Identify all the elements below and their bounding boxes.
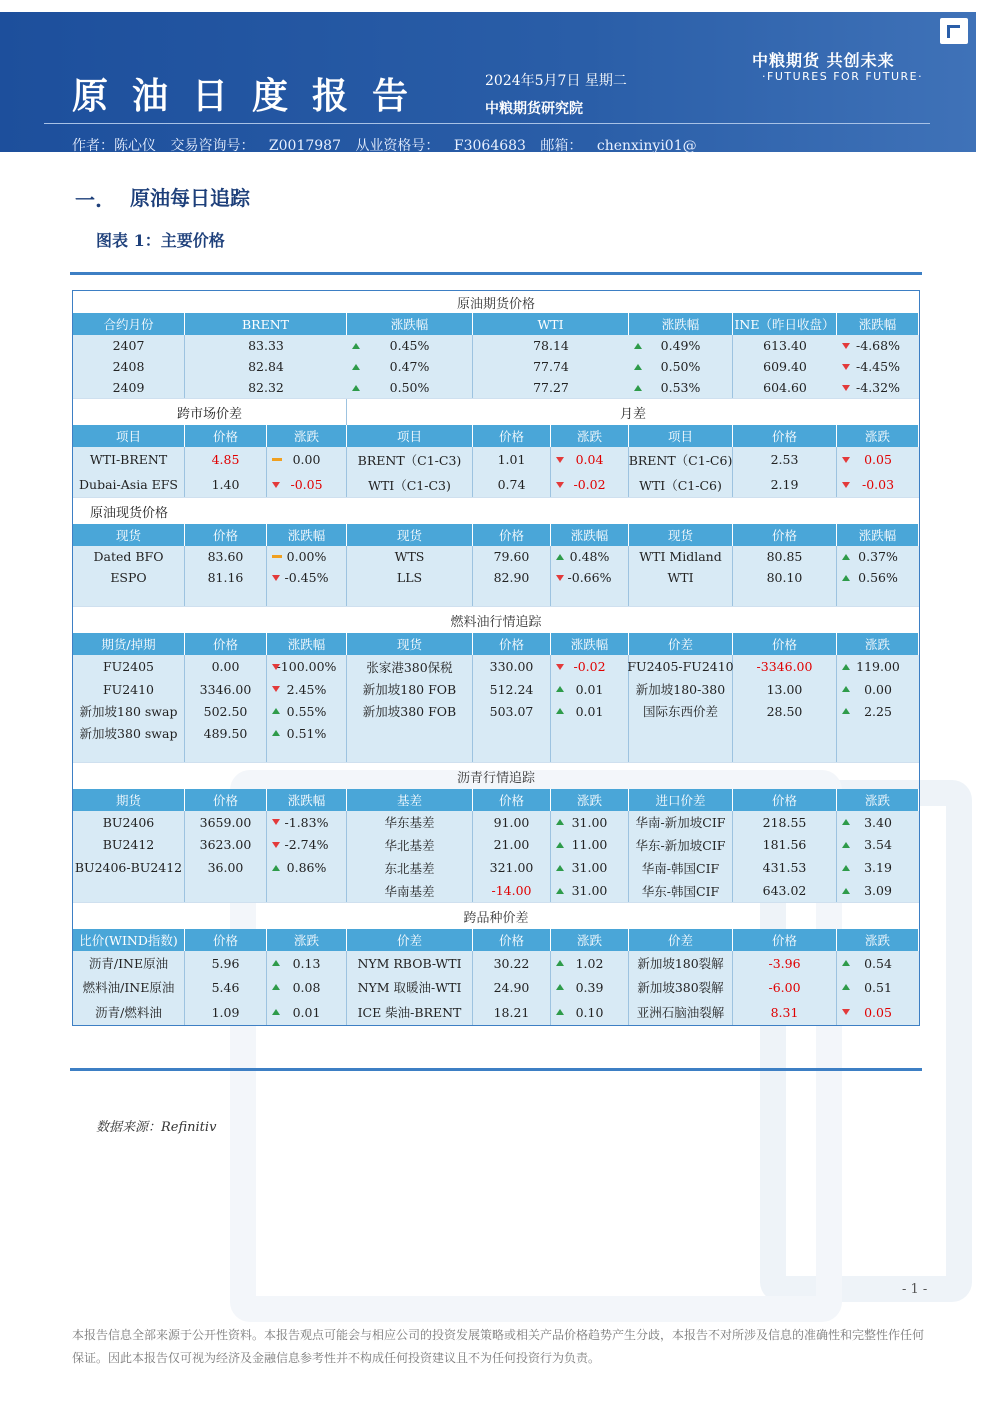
up-arrow-icon: 3.19 [837,856,919,879]
table-cell [733,744,837,762]
table-cell [629,744,733,762]
flat-dash-icon: 0.00 [267,447,347,472]
table-row [73,700,919,722]
table-cell: 价格 [185,425,267,447]
banner-divider [44,123,930,124]
table-cell [73,588,185,606]
table-cell: 涨跌幅 [551,633,629,655]
table-cell: 78.14 [533,338,569,353]
table-cell: 81.16 [185,567,267,588]
table-cell: BRENT（C1-C6) [629,447,733,472]
table-cell: BU2406-BU2412 [73,856,185,879]
table-cell: 华南基差 [347,879,473,902]
table-cell: 华南-韩国CIF [629,856,733,879]
table-cell: 0.00 [185,655,267,678]
table-cell: 价格 [733,524,837,546]
table-cell: 燃料油/INE原油 [73,975,185,999]
table-cell: 涨跌幅 [551,524,629,546]
up-arrow-icon: 0.01 [551,700,629,722]
table-cell: BRENT [185,313,347,335]
down-arrow-icon: -0.02 [551,655,629,678]
table-cell: WTI（C1-C6) [629,472,733,497]
up-arrow-icon: 1.02 [551,951,629,975]
down-arrow-icon: -4.68% [837,335,919,356]
up-arrow-icon: 119.00 [837,655,919,678]
down-arrow-icon: 0.04 [551,447,629,472]
up-arrow-icon: 0.10 [551,999,629,1025]
up-arrow-icon: 0.54 [837,951,919,975]
down-arrow-icon: -100.00% [267,655,347,678]
table-cell: -3.96 [733,951,837,975]
table-cell: 2.53 [733,447,837,472]
table-cell: 新加坡380 FOB [347,700,473,722]
report-title: 原油日度报告 [72,75,433,117]
table-cell: 涨跌幅 [267,789,347,811]
section-header: 原油期货价格 [456,296,535,312]
table-cell: 进口价差 [629,789,733,811]
table-cell: 1.09 [185,999,267,1025]
table-cell [73,879,185,902]
table-cell: 3623.00 [185,833,267,856]
table-cell: NYM 取暖油-WTI [347,975,473,999]
table-cell: 18.21 [473,999,551,1025]
table-cell: 80.85 [733,546,837,567]
table-cell [73,744,185,762]
table-cell [551,588,629,606]
table-body [73,951,919,1025]
table-cell: 价格 [473,789,551,811]
table-cell [185,879,267,902]
up-arrow-icon: 0.50% [629,356,733,377]
table-cell: 国际东西价差 [629,700,733,722]
flat-dash-icon: 0.00% [267,546,347,567]
bottom-rule [70,1068,922,1071]
section-header [73,398,919,425]
table-cell: 项目 [73,425,185,447]
table-cell: WTI [473,313,629,335]
down-arrow-icon: -0.02 [551,472,629,497]
table-cell: 321.00 [473,856,551,879]
table-cell: WTI-BRENT [73,447,185,472]
table-cell: 涨跌 [837,425,919,447]
table-cell: 2409 [73,377,185,398]
table-cell [347,722,473,744]
table-cell [837,722,919,744]
table-cell: 609.40 [763,359,807,374]
up-arrow-icon: 3.40 [837,811,919,833]
top-rule [70,272,922,275]
table-cell: 原油现货价格 [89,505,168,521]
table-cell: 涨跌幅 [837,313,919,335]
up-arrow-icon: 2.25 [837,700,919,722]
table-body [73,335,919,398]
table-cell: 5.96 [185,951,267,975]
table-cell: 价格 [473,524,551,546]
table-cell: LLS [347,567,473,588]
up-arrow-icon: 0.39 [551,975,629,999]
table-row [73,678,919,700]
table-row [73,879,919,902]
table-cell: 涨跌 [837,633,919,655]
table-cell: FU2410 [73,678,185,700]
table-cell: 21.00 [473,833,551,856]
table-cell: 512.24 [473,678,551,700]
table-cell: 82.90 [473,567,551,588]
table-header-row [73,789,919,811]
table-body [73,447,919,497]
up-arrow-icon: 0.45% [347,335,473,356]
table-cell: 涨跌幅 [267,524,347,546]
section-header: 燃料油行情追踪 [73,606,919,633]
table-cell: 30.22 [473,951,551,975]
page-number: - 1 - [902,1282,928,1297]
table-cell: 价格 [185,789,267,811]
table-body [73,655,919,762]
table-row [73,975,919,999]
table-cell: 330.00 [473,655,551,678]
table-cell: 181.56 [733,833,837,856]
table-cell: 涨跌 [551,929,629,951]
table-cell: 现货 [73,524,185,546]
down-arrow-icon: -2.74% [267,833,347,856]
table-cell: 83.60 [185,546,267,567]
table-cell: 涨跌幅 [267,633,347,655]
table-row [73,811,919,833]
table-row [73,335,919,356]
table-cell [347,744,473,762]
down-arrow-icon: 0.05 [837,447,919,472]
table-row [73,951,919,975]
table-cell: 价格 [733,425,837,447]
table-cell: 合约月份 [73,313,185,335]
table-row [73,377,919,398]
table-cell [629,588,733,606]
table-cell: 1.01 [473,447,551,472]
down-arrow-icon: -0.03 [837,472,919,497]
table-cell [733,588,837,606]
down-arrow-icon: -1.83% [267,811,347,833]
table-cell: 现货 [347,633,473,655]
table-cell: 82.84 [248,359,284,374]
table-cell: 2408 [73,356,185,377]
up-arrow-icon: 31.00 [551,879,629,902]
table-cell [267,744,347,762]
table-cell: 华东-新加坡CIF [629,833,733,856]
table-cell: 3346.00 [185,678,267,700]
table-cell: 431.53 [733,856,837,879]
table-cell: 489.50 [185,722,267,744]
table-cell: -6.00 [733,975,837,999]
up-arrow-icon: 0.86% [267,856,347,879]
table-cell: 价格 [185,524,267,546]
author-info: 作者：陈心仪 交易咨询号： Z0017987 从业资格号： F3064683 邮箱： chenxinyi01@ [72,138,697,154]
table-cell [837,744,919,762]
section-number: 一. [75,188,102,212]
table-cell: 沥青/燃料油 [73,999,185,1025]
table-cell: 项目 [347,425,473,447]
table-cell: WTI [629,567,733,588]
table-cell [267,588,347,606]
down-arrow-icon: -4.45% [837,356,919,377]
table-cell: BU2406 [73,811,185,833]
table-header-row [73,313,919,335]
table-cell: 价差 [629,633,733,655]
up-arrow-icon: 0.48% [551,546,629,567]
table-cell: 新加坡180 FOB [347,678,473,700]
table-cell: 604.60 [763,380,807,395]
table-cell: 613.40 [763,338,807,353]
table-cell: NYM RBOB-WTI [347,951,473,975]
table-cell: 79.60 [473,546,551,567]
report-date: 2024年5月7日 星期二 [485,73,627,89]
table-cell: 13.00 [733,678,837,700]
up-arrow-icon: 31.00 [551,811,629,833]
table-cell: 华东-韩国CIF [629,879,733,902]
table-cell: 1.40 [185,472,267,497]
table-cell: 涨跌 [267,929,347,951]
table-cell [473,722,551,744]
table-cell: 3659.00 [185,811,267,833]
table-row [73,546,919,567]
table-cell: 2407 [73,335,185,356]
table-cell: 价格 [185,633,267,655]
up-arrow-icon: 3.54 [837,833,919,856]
up-arrow-icon: 11.00 [551,833,629,856]
table-cell: WTI Midland [629,546,733,567]
table-header-row [73,929,919,951]
table-cell: FU2405 [73,655,185,678]
table-cell: Dubai-Asia EFS [73,472,185,497]
table-cell: 2.19 [733,472,837,497]
table-row [73,356,919,377]
table-cell: 8.31 [733,999,837,1025]
table-row [73,833,919,856]
table-cell: 华北基差 [347,833,473,856]
brand-name: 中粮期货 共创未来 [752,51,895,70]
section-header [73,497,919,524]
up-arrow-icon: 3.09 [837,879,919,902]
up-arrow-icon: 0.00 [837,678,919,700]
up-arrow-icon: 0.08 [267,975,347,999]
data-source: 数据来源：Refinitiv [96,1120,217,1135]
table-row [73,447,919,472]
table-cell: 涨跌 [551,425,629,447]
research-institute: 中粮期货研究院 [485,101,583,117]
up-arrow-icon: 0.49% [629,335,733,356]
disclaimer: 本报告信息全部来源于公开性资料。本报告观点可能会与相应公司的投资发展策略或相关产品价格趋势产生分歧，本报告不对所涉及信息的准确性和完整性作任何保证。因此本报告仅可视为经济及金融信息参考性并不构成任何投资建议且不为任何投资行为负责。 [72,1328,925,1365]
table-cell [629,722,733,744]
table-cell: 现货 [629,524,733,546]
down-arrow-icon: 0.05 [837,999,919,1025]
down-arrow-icon: 2.45% [267,678,347,700]
table-cell [473,744,551,762]
table-cell: 77.74 [533,359,569,374]
section-title: 原油每日追踪 [130,186,250,210]
table-cell: 5.46 [185,975,267,999]
table-cell: 新加坡180 swap [73,700,185,722]
table-row [73,744,919,762]
figure-title: 图表 1：主要价格 [96,231,225,250]
table-cell: 涨跌 [837,789,919,811]
table-cell: 价格 [733,789,837,811]
table-row [73,655,919,678]
up-arrow-icon: 0.55% [267,700,347,722]
table-cell: 24.90 [473,975,551,999]
company-logo-icon [940,18,968,44]
table-cell [837,588,919,606]
table-cell: 期货/掉期 [73,633,185,655]
table-cell: 218.55 [733,811,837,833]
table-cell: 期货 [73,789,185,811]
table-cell: 跨市场价差 [73,399,347,425]
table-cell: 比价(WIND指数) [73,929,185,951]
table-cell: ICE 柴油-BRENT [347,999,473,1025]
table-cell: 华南-新加坡CIF [629,811,733,833]
table-cell: 亚洲石脑油裂解 [629,999,733,1025]
up-arrow-icon: 0.47% [347,356,473,377]
up-arrow-icon: 0.53% [629,377,733,398]
table-cell: 东北基差 [347,856,473,879]
table-cell: WTS [347,546,473,567]
down-arrow-icon: -4.32% [837,377,919,398]
table-cell: WTI（C1-C3) [347,472,473,497]
table-cell: 77.27 [533,380,569,395]
table-cell [551,744,629,762]
table-cell [267,879,347,902]
up-arrow-icon: 0.01 [551,678,629,700]
table-cell: 华东基差 [347,811,473,833]
table-cell: 新加坡180裂解 [629,951,733,975]
section-header: 跨品种价差 [73,902,919,929]
up-arrow-icon: 0.56% [837,567,919,588]
table-cell: 28.50 [733,700,837,722]
table-body [73,811,919,902]
table-header-row [73,425,919,447]
table-cell: BRENT（C1-C3) [347,447,473,472]
table-cell: 0.74 [473,472,551,497]
table-cell: 643.02 [733,879,837,902]
table-cell: 价格 [473,633,551,655]
table-cell: 现货 [347,524,473,546]
table-row [73,722,919,744]
down-arrow-icon: -0.45% [267,567,347,588]
table-cell [473,588,551,606]
table-cell [551,722,629,744]
price-table [72,290,920,1026]
table-cell: INE（昨日收盘） [733,313,837,335]
up-arrow-icon: 0.51% [267,722,347,744]
table-cell: 503.07 [473,700,551,722]
table-cell: 502.50 [185,700,267,722]
table-cell: 82.32 [248,380,284,395]
table-header-row [73,633,919,655]
table-row [73,856,919,879]
table-cell: 价格 [473,425,551,447]
table-cell: 价格 [185,929,267,951]
table-cell: -14.00 [473,879,551,902]
table-body [73,546,919,606]
up-arrow-icon: 0.51 [837,975,919,999]
table-cell: 4.85 [185,447,267,472]
table-row [73,472,919,497]
up-arrow-icon: 0.01 [267,999,347,1025]
table-cell: 91.00 [473,811,551,833]
table-cell: 涨跌幅 [347,313,473,335]
table-cell: 涨跌 [267,425,347,447]
table-cell: 新加坡180-380 [629,678,733,700]
table-cell: 价差 [347,929,473,951]
table-cell: 80.10 [733,567,837,588]
table-cell: Dated BFO [73,546,185,567]
down-arrow-icon: -0.05 [267,472,347,497]
up-arrow-icon: 0.37% [837,546,919,567]
table-cell: 项目 [629,425,733,447]
table-cell: 涨跌 [551,789,629,811]
table-cell: 36.00 [185,856,267,879]
header-banner [0,12,976,152]
table-cell [733,722,837,744]
table-row [73,999,919,1025]
up-arrow-icon: 0.50% [347,377,473,398]
brand-slogan: ·FUTURES FOR FUTURE· [762,70,924,83]
table-cell: 基差 [347,789,473,811]
table-cell [185,588,267,606]
up-arrow-icon: 31.00 [551,856,629,879]
table-header-row [73,524,919,546]
table-cell [185,744,267,762]
table-row [73,567,919,588]
table-cell: 新加坡380裂解 [629,975,733,999]
table-cell: 涨跌幅 [837,524,919,546]
table-cell: 张家港380保税 [347,655,473,678]
table-cell: 涨跌 [837,929,919,951]
table-cell [347,588,473,606]
table-cell: FU2405-FU2410 [629,655,733,678]
table-row [73,588,919,606]
table-cell: ESPO [73,567,185,588]
table-cell: 价格 [733,633,837,655]
table-cell: BU2412 [73,833,185,856]
table-cell: 83.33 [248,338,284,353]
table-cell: -3346.00 [733,655,837,678]
table-cell: 沥青/INE原油 [73,951,185,975]
table-cell: 月差 [619,406,646,422]
table-cell: 价格 [473,929,551,951]
section-header: 沥青行情追踪 [73,762,919,789]
table-cell: 新加坡380 swap [73,722,185,744]
up-arrow-icon: 0.13 [267,951,347,975]
table-cell: 价格 [733,929,837,951]
table-cell: 涨跌幅 [629,313,733,335]
table-cell: 价差 [629,929,733,951]
down-arrow-icon: -0.66% [551,567,629,588]
